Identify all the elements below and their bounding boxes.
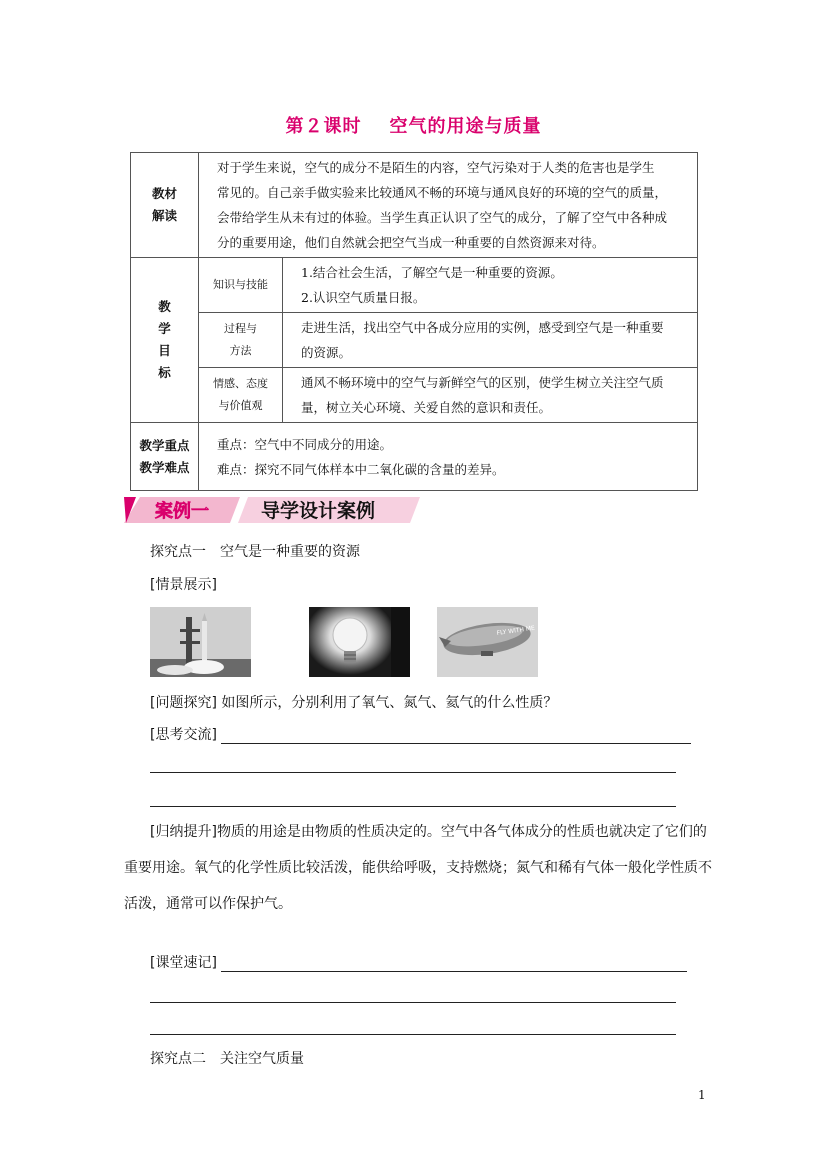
airship-lettering: FLY WITH ME — [496, 624, 536, 637]
goal-label-line: 知识与技能 — [213, 278, 268, 291]
goal-text-line: 走进生活，找出空气中各成分应用的实例，感受到空气是一种重要 — [301, 320, 664, 335]
key-points-text — [199, 423, 698, 491]
lesson-name: 空气的用途与质量 — [389, 116, 542, 137]
table-header-line: 解读 — [151, 208, 177, 223]
goal-attitude-label — [199, 368, 283, 423]
page-title — [0, 112, 827, 138]
think-answer-line-2[interactable] — [150, 771, 676, 773]
goal-label-line: 方法 — [229, 344, 252, 357]
light-bulb-image — [309, 607, 410, 677]
goal-knowledge-label — [199, 258, 283, 313]
notes-line-3[interactable] — [150, 1033, 676, 1035]
table-text-line: 分的重要用途，他们自然就会把空气当成一种重要的自然资源来对待。 — [217, 235, 605, 250]
rocket-launch-image — [150, 607, 251, 677]
page-number: 1 — [698, 1088, 706, 1102]
table-text-line: 对于学生来说，空气的成分不是陌生的内容，空气污染对于人类的危害也是学生 — [217, 160, 655, 175]
section1-heading: 探究点一 空气是一种重要的资源 — [150, 544, 360, 560]
table-header-line: 教 — [158, 299, 171, 314]
section2-heading: 探究点二 关注空气质量 — [150, 1051, 304, 1067]
textbook-analysis-header — [131, 153, 199, 258]
table-header-line: 教学重点 — [139, 437, 190, 453]
lesson-info-table — [130, 152, 698, 491]
notes-line[interactable] — [221, 957, 687, 972]
table-text-line: 重点：空气中不同成分的用途。 — [217, 436, 393, 452]
goal-knowledge-text — [283, 258, 698, 313]
table-header-line: 教材 — [151, 186, 177, 201]
question-prompt: [问题探究] 如图所示，分别利用了氧气、氮气、氦气的什么性质？ — [150, 695, 558, 711]
table-text-line: 难点：探究不同气体样本中二氧化碳的含量的差异。 — [217, 461, 505, 477]
summary-paragraph — [124, 814, 714, 922]
table-text-line: 会带给学生从未有过的体验。当学生真正认识了空气的成分，了解了空气中各种成 — [217, 210, 668, 225]
think-answer-line[interactable] — [221, 729, 691, 744]
teaching-goals-header — [131, 258, 199, 423]
lesson-number: 第２课时 — [285, 116, 362, 137]
think-answer-line-3[interactable] — [150, 805, 676, 807]
airship-image — [437, 607, 538, 677]
goal-label-line: 情感、态度 — [213, 377, 268, 390]
goal-process-label — [199, 313, 283, 368]
table-header-line: 学 — [158, 321, 171, 336]
case-banner-title: 导学设计案例 — [260, 500, 376, 522]
goal-process-text — [283, 313, 698, 368]
goal-attitude-text — [283, 368, 698, 423]
key-points-header — [131, 423, 199, 491]
goal-label-line: 与价值观 — [218, 399, 263, 412]
table-text-line: 常见的。自己亲手做实验来比较通风不畅的环境与通风良好的环境的空气的质量， — [217, 185, 668, 200]
goal-text-line: 2.认识空气质量日报。 — [301, 290, 426, 305]
goal-text-line: 1.结合社会生活，了解空气是一种重要的资源。 — [301, 265, 563, 280]
notes-line-2[interactable] — [150, 1001, 676, 1003]
notes-label: [课堂速记] — [150, 955, 217, 971]
goal-text-line: 量，树立关心环境、关爱自然的意识和责任。 — [301, 400, 552, 415]
goal-label-line: 过程与 — [224, 322, 257, 335]
case-banner-tag: 案例一 — [155, 501, 209, 522]
case-banner — [122, 495, 422, 525]
textbook-analysis-text — [199, 153, 698, 258]
scene-label: [情景展示] — [150, 577, 217, 593]
table-header-line: 目 — [158, 343, 171, 358]
think-row — [150, 724, 691, 744]
table-header-line: 教学难点 — [139, 459, 190, 475]
notes-row — [150, 952, 687, 972]
table-header-line: 标 — [158, 365, 171, 380]
goal-text-line: 的资源。 — [301, 345, 352, 360]
summary-text: 物质的用途是由物质的性质决定的。空气中各气体成分的性质也就决定了它们的重要用途。氧气的化学性质比较活泼，能供给呼吸，支持燃烧；氮气和稀有气体一般化学性质不活泼，通常可以作保护气。 — [124, 824, 712, 912]
summary-label: [归纳提升] — [150, 824, 217, 840]
think-label: [思考交流] — [150, 727, 217, 743]
goal-text-line: 通风不畅环境中的空气与新鲜空气的区别，使学生树立关注空气质 — [301, 375, 664, 390]
